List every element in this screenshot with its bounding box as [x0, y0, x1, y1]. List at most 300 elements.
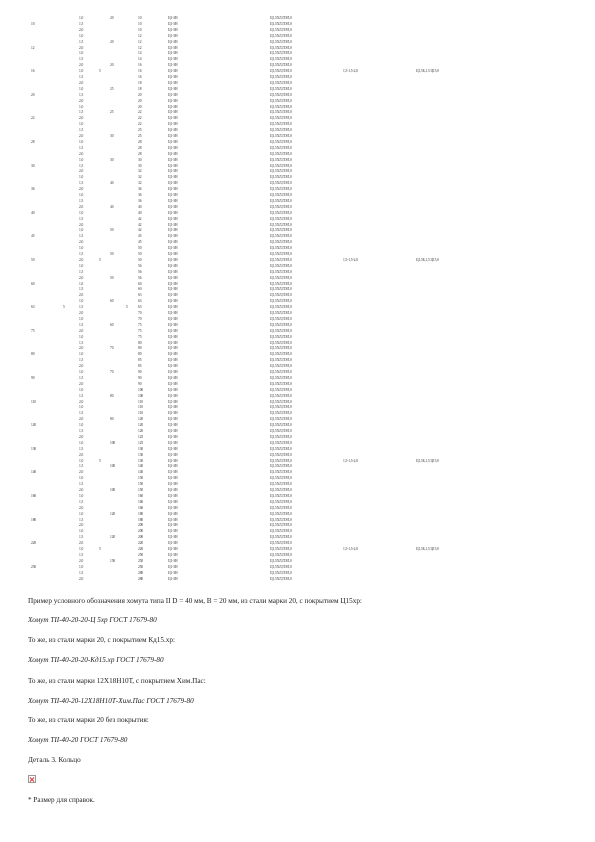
table-cell: Ц1,5ХЛ,ПЭЛ,0 [270, 493, 292, 498]
table-cell: 2,0 [79, 381, 84, 386]
table-cell: 150 [138, 476, 144, 481]
table-cell: 1,0 [79, 104, 84, 109]
table-cell: Ц1-3Н [168, 476, 178, 481]
table-cell: Ц1-3Н [168, 27, 178, 32]
table-cell: 63 [138, 299, 142, 304]
table-cell: Ц1-3Н [168, 80, 178, 85]
table-cell: Ц1-3Н [168, 558, 178, 563]
table-cell: Ц1-3Н [168, 134, 178, 138]
table-cell: 12 [138, 39, 142, 44]
table-cell: 160 [138, 505, 144, 510]
table-cell: 130 [138, 452, 144, 457]
table-cell: 1,5 [79, 429, 84, 433]
table-cell: Ц1,5ХЛ,ПЭЛ,0 [270, 116, 292, 121]
table-cell: Ц1-3Н [168, 128, 178, 133]
table-cell: 18 [138, 86, 142, 91]
table-cell: Ц1-3Н [168, 488, 178, 492]
table-cell: 75 [138, 334, 142, 339]
table-cell: 1,0 [79, 547, 84, 551]
table-cell: 1,5-1,5-2,0 [343, 257, 358, 262]
table-cell: Ц1-3Н [168, 63, 178, 68]
table-cell: Ц1-3Н [168, 482, 178, 487]
table-cell: 2,0 [79, 169, 84, 174]
table-cell: 1,5 [79, 517, 84, 522]
table-cell: 12 [138, 33, 142, 38]
table-cell: 12 [31, 45, 35, 50]
table-cell: 63 [138, 293, 142, 298]
table-cell: 2,0 [79, 576, 84, 581]
table-cell: 125 [138, 440, 144, 445]
table-cell: Ц1-3Н [168, 328, 178, 333]
table-cell: Ц1,5ХЛ,ПЭЛ,0 [270, 175, 292, 180]
table-cell: 250 [138, 558, 144, 563]
table-cell: 1,5-1,5-2,0 [343, 458, 358, 463]
table-cell: 1,0 [79, 246, 84, 251]
table-cell: Ц1-3Н [168, 529, 178, 534]
table-cell: 50 [110, 275, 114, 280]
table-cell: 25 [110, 86, 114, 91]
table-cell: Ц1,5ХЛ,ПЭЛ,0 [270, 246, 292, 251]
table-cell: 1,5 [79, 163, 84, 168]
table-cell: 1,0 [79, 352, 84, 357]
table-cell: 75 [138, 322, 142, 327]
table-cell: Ц1,5ХЛ,ПЭЛ,0 [270, 322, 292, 327]
table-cell: Ц1,5ХЛ,ПЭЛ,0 [270, 452, 292, 457]
table-cell: Ц1-3Н [168, 122, 178, 127]
table-cell: 2,0 [79, 293, 84, 298]
table-cell: 16 [138, 63, 142, 68]
table-cell: 1,5 [79, 287, 84, 292]
table-cell: 45 [138, 234, 142, 239]
table-cell: Ц1,5ХЛ,ПЭЛ,0 [270, 228, 292, 233]
table-cell: 180 [138, 511, 144, 516]
table-cell: Ц1,5ХЛ,ПЭЛ,0 [270, 181, 292, 186]
table-cell: Ц1,5ХЛ,ПЭЛ,0 [270, 263, 292, 268]
table-cell: 2,0 [79, 417, 84, 422]
table-cell: 28 [138, 139, 142, 144]
table-cell: 32 [138, 175, 142, 180]
table-cell: Ц1-3Н [168, 216, 178, 221]
table-cell: 56 [138, 275, 142, 280]
table-cell: Ц1,5ХЛ,ПЭЛ,0 [270, 39, 292, 44]
table-cell: Ц1,5ХЛ,ПЭЛ,0 [270, 187, 292, 192]
table-cell: Ц1-3Н [168, 405, 178, 410]
table-cell: Ц1,5ХЛ,ПЭЛ,0 [270, 434, 292, 439]
table-cell: Ц1-3Н [168, 470, 178, 475]
table-cell: 12 [138, 45, 142, 50]
table-cell: 1,5 [79, 482, 84, 487]
table-cell: Ц1,5ХЛ,ПЭЛ,0 [270, 145, 292, 150]
table-cell: Ц1-3Н [168, 464, 178, 469]
table-cell: 20 [110, 63, 114, 68]
table-cell: Ц1-3Н [168, 275, 178, 280]
table-cell: 1,5 [79, 39, 84, 44]
table-cell: 28 [138, 151, 142, 156]
table-cell: 1,0 [79, 175, 84, 180]
table-cell: 1,5 [79, 375, 84, 380]
table-cell: 45 [31, 234, 35, 239]
table-cell: Ц1-3Н [168, 370, 178, 374]
table-cell: Ц1-3Н [168, 411, 178, 416]
table-cell: Ц1,5ХЛ,ПЭЛ,0 [270, 57, 292, 62]
table-cell: 1,5 [79, 340, 84, 345]
table-cell: 40 [110, 181, 114, 186]
table-cell: 16 [138, 75, 142, 79]
table-cell: 25 [110, 110, 114, 115]
table-cell: 56 [138, 263, 142, 268]
table-cell: 20 [138, 104, 142, 109]
table-cell: 140 [138, 464, 144, 469]
table-cell: 160 [31, 493, 37, 498]
table-cell: Ц1,5ХЛ,ПЭЛ,0 [270, 69, 292, 74]
table-cell: Ц1,5ХЛ,ПЭЛ,0 [270, 240, 292, 245]
table-cell: Ц1-3Н [168, 163, 178, 168]
table-cell: Ц1,5ХЛ,ПЭЛ,0 [270, 352, 292, 357]
table-cell: 1,5 [79, 464, 84, 469]
table-cell: Ц1,5ХЛ,ПЭЛ,0 [270, 576, 292, 581]
table-cell: 1,5 [79, 75, 84, 79]
table-cell: 1,5 [79, 92, 84, 97]
table-cell: Ц1-3Н [168, 434, 178, 439]
table-cell: 1,0 [79, 51, 84, 56]
table-cell: Ц1,5ХЛ,ПЭЛ,0 [270, 552, 292, 557]
table-cell: 2,0 [79, 45, 84, 50]
table-cell: 2,0 [79, 151, 84, 156]
table-cell: Ц1,5ХЛ,ПЭЛ,0 [270, 476, 292, 481]
table-cell: 2,0 [79, 346, 84, 351]
table-cell: 2,0 [79, 328, 84, 333]
table-cell: Ц1-3Н [168, 193, 178, 197]
table-cell: 160 [138, 493, 144, 498]
table-cell: Ц1,5ХЛ,ПЭЛ,0 [270, 340, 292, 345]
table-cell: 130 [138, 446, 144, 451]
table-cell: 80 [110, 393, 114, 398]
table-cell: 110 [138, 405, 143, 410]
table-cell: Ц1-3Н [168, 263, 178, 268]
table-cell: 1,0 [79, 193, 84, 197]
table-cell: 1,0 [79, 228, 84, 233]
table-cell: Ц1-3Н [168, 257, 178, 262]
table-cell: Ц1-3Н [168, 322, 178, 327]
table-cell: Ц1-3Н [168, 452, 178, 457]
table-cell: 2,0 [79, 505, 84, 510]
table-cell: Ц1,5ХЛ,ПЭЛ,0 [270, 287, 292, 292]
table-cell: 2,0 [79, 222, 84, 227]
table-cell: 125 [138, 434, 144, 439]
table-cell: 20 [31, 92, 35, 97]
table-cell: Ц1-3Н [168, 269, 178, 274]
table-cell: Ц1,5ХЛ,ПЭЛ,0 [270, 464, 292, 469]
table-cell: 1,5 [79, 216, 84, 221]
table-cell: Ц1,5ХЛ,ПЭЛ,0 [270, 505, 292, 510]
table-cell: Ц1,5ХЛ,ПЭЛ,0 [270, 169, 292, 174]
table-cell: Ц1,5ХЛ,ПЭЛ,0 [270, 257, 292, 262]
table-cell: 220 [31, 541, 37, 546]
table-cell: 2,0 [79, 452, 84, 457]
table-cell: Ц1-3Н [168, 387, 178, 392]
table-cell: Ц1,5ХЛ,ПЭЛ,0 [270, 529, 292, 534]
table-cell: Ц1-3Н [168, 570, 178, 575]
table-cell: Ц1-3Н [168, 116, 178, 121]
table-cell: Ц1-3Н [168, 222, 178, 227]
table-cell: Ц1-3Н [168, 98, 178, 103]
table-cell: Ц1-3Н [168, 523, 178, 528]
table-cell: 60 [31, 281, 35, 286]
table-cell: Ц1-3Н [168, 299, 178, 304]
table-cell: 1,5 [79, 322, 84, 327]
table-cell: 200 [138, 535, 144, 540]
table-cell: 1,5 [79, 305, 84, 310]
table-cell: 2,0 [79, 204, 84, 209]
table-cell: 1,0 [79, 529, 84, 534]
table-cell: 42 [138, 228, 142, 233]
table-cell: 50 [110, 228, 114, 233]
table-cell: 22 [138, 122, 142, 127]
table-cell: 2,0 [79, 541, 84, 546]
table-cell: 1,5 [79, 234, 84, 239]
table-cell: 200 [138, 523, 144, 528]
table-cell: Ц1,5ХЛ,ПЭЛ,0 [270, 122, 292, 127]
table-cell: Ц1,5ХЛ,ПЭЛ,0 [270, 92, 292, 97]
designation-example-4: Хомут ТII-40-20 ГОСТ 17679-80 [28, 736, 128, 744]
table-cell: Ц1-3Н [168, 104, 178, 109]
table-cell: 150 [110, 558, 116, 563]
table-cell: 36 [138, 187, 142, 192]
table-cell: 1,5 [79, 269, 84, 274]
table-cell: Ц1,5ХЛ,ПЭЛ,0 [270, 499, 292, 504]
table-cell: Ц1,5ХЛ,ПЭЛ,0 [270, 429, 292, 433]
table-cell: 75 [31, 328, 35, 333]
table-cell: Ц1,5ХЛ,ПЭЛ,0 [270, 346, 292, 351]
table-cell: Ц1,5ХЛ,ПЭЛ,0 [270, 63, 292, 68]
table-cell: 50 [110, 252, 114, 256]
table-cell: 1,0 [79, 316, 84, 321]
table-cell: 160 [138, 499, 144, 504]
table-cell: Ц1-3Н [168, 429, 178, 433]
table-cell: Ц1,5ХЛ,ПЭЛ,0 [270, 358, 292, 363]
table-cell: Ц1,5ХЛ,ПЭЛ,0 [270, 139, 292, 144]
table-cell: Ц1-3Н [168, 547, 178, 551]
table-cell: 25 [138, 134, 142, 138]
table-cell: 70 [110, 346, 114, 351]
same-note-1: То же, из стали марки 20, с покрытием Кд15.хр: [28, 636, 175, 644]
table-cell: Ц1-3Н [168, 57, 178, 62]
table-cell: 22 [31, 116, 35, 121]
designation-example-1: Хомут ТII-40-20-20-Ц 5хр ГОСТ 17679-80 [28, 616, 157, 624]
table-cell: Ц1,5ХЛ,ПЭЛ,0 [270, 134, 292, 138]
table-cell: 14 [138, 51, 142, 56]
table-cell: 60 [110, 299, 114, 304]
table-cell: Ц1,5Б,1,5 Ц15,0 [416, 547, 439, 551]
table-cell: 20 [138, 92, 142, 97]
table-cell: 1,5-1,5-2,0 [343, 547, 358, 551]
table-cell: 1,5 [79, 411, 84, 416]
table-cell: Ц1-3Н [168, 86, 178, 91]
table-cell: 40 [138, 210, 142, 215]
table-cell: 22 [138, 116, 142, 121]
table-cell: 180 [138, 517, 144, 522]
table-cell: 1,5 [79, 128, 84, 133]
table-cell: Ц1,5ХЛ,ПЭЛ,0 [270, 51, 292, 56]
table-cell: 2,0 [79, 80, 84, 85]
table-cell: 42 [138, 216, 142, 221]
table-cell: Ц1-3Н [168, 145, 178, 150]
table-cell: 2,0 [79, 311, 84, 315]
table-cell: Ц1-3Н [168, 340, 178, 345]
table-cell: Ц1-3Н [168, 45, 178, 50]
table-cell: 1,0 [79, 423, 84, 428]
table-cell: Ц1-3Н [168, 139, 178, 144]
table-cell: 1,5 [79, 393, 84, 398]
table-cell: 85 [138, 364, 142, 369]
table-cell: 220 [138, 541, 144, 546]
table-cell: Ц1-3Н [168, 417, 178, 422]
table-cell: Ц1-3Н [168, 151, 178, 156]
table-cell: Ц1,5ХЛ,ПЭЛ,0 [270, 381, 292, 386]
table-cell: 30 [138, 157, 142, 162]
table-cell: Ц1-3Н [168, 316, 178, 321]
table-cell: Ц1,5ХЛ,ПЭЛ,0 [270, 216, 292, 221]
table-cell: Ц1-3Н [168, 334, 178, 339]
table-cell: Ц1-3Н [168, 552, 178, 557]
table-cell: 16 [31, 69, 35, 74]
table-cell: 1,5 [79, 499, 84, 504]
table-cell: Ц1-3Н [168, 499, 178, 504]
table-cell: Ц1,5ХЛ,ПЭЛ,0 [270, 33, 292, 38]
table-cell: 1,0 [79, 458, 84, 463]
table-cell: Ц1-3Н [168, 33, 178, 38]
table-cell: 36 [31, 187, 35, 192]
table-cell: 80 [138, 352, 142, 357]
table-cell: 1,0 [79, 33, 84, 38]
table-cell: 50 [138, 257, 142, 262]
table-cell: 280 [138, 570, 144, 575]
table-cell: 40 [138, 204, 142, 209]
table-cell: Ц1,5ХЛ,ПЭЛ,0 [270, 564, 292, 569]
table-cell: Ц1-3Н [168, 204, 178, 209]
table-cell: Ц1,5ХЛ,ПЭЛ,0 [270, 405, 292, 410]
table-cell: 1,0 [79, 69, 84, 74]
table-cell: Ц1-3Н [168, 493, 178, 498]
table-cell: 1,5 [79, 110, 84, 115]
table-cell: 45 [138, 240, 142, 245]
table-cell: 60 [138, 281, 142, 286]
table-cell: Ц1,5ХЛ,ПЭЛ,0 [270, 570, 292, 575]
table-cell: Ц1-3Н [168, 175, 178, 180]
table-cell: 63 [138, 305, 142, 310]
table-cell: 2,0 [79, 275, 84, 280]
table-cell: Ц1,5ХЛ,ПЭЛ,0 [270, 128, 292, 133]
table-cell: 1,0 [79, 86, 84, 91]
table-cell: Ц1-3Н [168, 157, 178, 162]
table-cell: 2,0 [79, 434, 84, 439]
table-cell: 30 [31, 163, 35, 168]
table-cell: 280 [138, 576, 144, 581]
table-cell: Ц1,5ХЛ,ПЭЛ,0 [270, 234, 292, 239]
table-cell: Ц1,5ХЛ,ПЭЛ,0 [270, 193, 292, 197]
table-cell: Ц1,5ХЛ,ПЭЛ,0 [270, 198, 292, 203]
table-cell: Ц1,5ХЛ,ПЭЛ,0 [270, 110, 292, 115]
table-cell: Ц1,5ХЛ,ПЭЛ,0 [270, 334, 292, 339]
table-cell: 1,0 [79, 16, 84, 20]
table-cell: Ц1-3Н [168, 198, 178, 203]
table-cell: 100 [138, 387, 144, 392]
table-cell: 80 [138, 340, 142, 345]
table-cell: Ц1,5Б,1,5 Ц15,0 [416, 257, 439, 262]
table-cell: Ц1,5ХЛ,ПЭЛ,0 [270, 45, 292, 50]
table-cell: 90 [138, 375, 142, 380]
table-cell: 10 [138, 16, 142, 20]
table-cell: 5 [99, 69, 101, 74]
table-cell: 70 [110, 370, 114, 374]
table-cell: 100 [138, 393, 144, 398]
table-cell: Ц1,5ХЛ,ПЭЛ,0 [270, 299, 292, 304]
table-cell: 2,0 [79, 187, 84, 192]
table-cell: 150 [138, 488, 144, 492]
table-cell: 1,5 [79, 570, 84, 575]
table-cell: Ц1-3Н [168, 564, 178, 569]
table-cell: 30 [138, 163, 142, 168]
table-cell: 5 [126, 305, 128, 310]
table-cell: Ц1,5ХЛ,ПЭЛ,0 [270, 446, 292, 451]
table-cell: Ц1,5ХЛ,ПЭЛ,0 [270, 293, 292, 298]
table-cell: Ц1-3Н [168, 293, 178, 298]
table-cell: Ц1,5ХЛ,ПЭЛ,0 [270, 98, 292, 103]
table-cell: Ц1-3Н [168, 169, 178, 174]
table-cell: Ц1-3Н [168, 246, 178, 251]
table-cell: Ц1,5ХЛ,ПЭЛ,0 [270, 157, 292, 162]
table-cell: Ц1-3Н [168, 228, 178, 233]
table-cell: Ц1,5ХЛ,ПЭЛ,0 [270, 16, 292, 20]
table-cell: 18 [138, 80, 142, 85]
table-cell: Ц1,5ХЛ,ПЭЛ,0 [270, 305, 292, 310]
table-cell: 120 [110, 535, 116, 540]
table-cell: Ц1,5ХЛ,ПЭЛ,0 [270, 269, 292, 274]
table-cell: Ц1,5ХЛ,ПЭЛ,0 [270, 86, 292, 91]
table-cell: 2,0 [79, 364, 84, 369]
table-cell: 28 [31, 139, 35, 144]
table-cell: Ц1,5ХЛ,ПЭЛ,0 [270, 375, 292, 380]
table-cell: 120 [110, 511, 116, 516]
table-cell: Ц1-3Н [168, 110, 178, 115]
table-cell: Ц1,5ХЛ,ПЭЛ,0 [270, 393, 292, 398]
table-cell: 10 [138, 21, 142, 26]
table-cell: 100 [110, 464, 116, 469]
table-cell: Ц1-3Н [168, 21, 178, 26]
table-cell: Ц1-3Н [168, 511, 178, 516]
table-cell: Ц1,5ХЛ,ПЭЛ,0 [270, 482, 292, 487]
table-cell: Ц1-3Н [168, 541, 178, 546]
table-cell: Ц1-3Н [168, 210, 178, 215]
table-cell: 2,0 [79, 470, 84, 475]
table-cell: Ц1,5ХЛ,ПЭЛ,0 [270, 21, 292, 26]
table-cell: 40 [110, 204, 114, 209]
table-cell: Ц1,5ХЛ,ПЭЛ,0 [270, 80, 292, 85]
table-cell: Ц1,5ХЛ,ПЭЛ,0 [270, 204, 292, 209]
table-cell: Ц1-3Н [168, 535, 178, 540]
table-cell: 90 [138, 381, 142, 386]
table-cell: 250 [138, 564, 144, 569]
table-cell: 80 [110, 417, 114, 422]
table-cell: 2,0 [79, 116, 84, 121]
table-cell: 70 [138, 311, 142, 315]
table-cell: Ц1-3Н [168, 446, 178, 451]
table-cell: 120 [31, 423, 37, 428]
table-cell: 90 [31, 375, 35, 380]
table-cell: Ц1-3Н [168, 281, 178, 286]
table-cell: 2,0 [79, 63, 84, 68]
table-cell: 42 [138, 222, 142, 227]
